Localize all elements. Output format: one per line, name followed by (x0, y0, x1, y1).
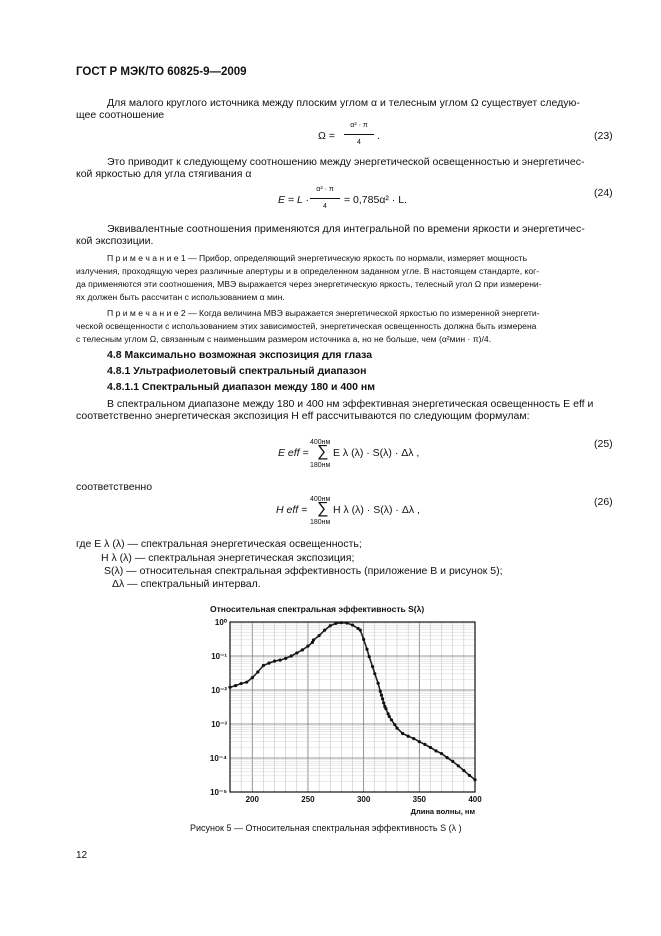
paragraph-1-line-2: щее соотношение (76, 109, 165, 121)
document-header: ГОСТ Р МЭК/ТО 60825-9—2009 (76, 66, 247, 78)
page-number: 12 (76, 850, 88, 861)
note-1-line-2: излучения, проходящую через различные апертуры и в определенном заданном угле. В настоящем стандарте, ког- (76, 266, 540, 276)
data-point (301, 648, 304, 651)
data-point (381, 697, 384, 700)
x-tick-label: 200 (245, 795, 259, 804)
data-point (251, 676, 254, 679)
eq24-fraction-bar (310, 198, 340, 199)
data-point (329, 624, 332, 627)
data-point (380, 694, 383, 697)
note-2-line-1: П р и м е ч а н и е 2 — Когда величина МВЭ выражается энергетической яркостью по измеренной энергети- (107, 308, 540, 318)
note-2-line-3: с телесным углом Ω, связанным с наименьшим размером источника a, но не больше, чем (α²мин · π)/4. (76, 334, 492, 344)
data-point (334, 622, 337, 625)
eq23-lhs: Ω = (318, 130, 335, 142)
data-point (312, 638, 315, 641)
eq26-lhs: H eff = (276, 504, 308, 516)
data-point (434, 749, 437, 752)
data-point (323, 629, 326, 632)
data-point (390, 718, 393, 721)
chart-title: Относительная спектральная эффективность S(λ) (210, 604, 425, 614)
paragraph-4-line-1: В спектральном диапазоне между 180 и 400 нм эффективная энергетическая освещенность E eff и (107, 398, 594, 410)
data-point (290, 654, 293, 657)
eq26-sum-icon: ∑ (317, 500, 329, 517)
definition-4: Δλ — спектральный интервал. (112, 578, 261, 590)
eq25-body: E λ (λ) · S(λ) · Δλ , (333, 447, 420, 459)
chart-y-ticks (210, 618, 228, 797)
y-tick-label: 10⁻² (211, 686, 227, 695)
data-point (273, 660, 276, 663)
note-1-line-1: П р и м е ч а н и е 1 — Прибор, определяющий энергетическую яркость по нормали, измеряет мощность (107, 253, 528, 263)
eq25-lower-limit: 180нм (310, 462, 331, 469)
data-point (429, 746, 432, 749)
data-point (382, 701, 385, 704)
data-point (407, 735, 410, 738)
data-point (451, 760, 454, 763)
data-point (368, 655, 371, 658)
chart-x-axis-label: Длина волны, нм (410, 807, 475, 816)
eq23-denominator: 4 (357, 139, 361, 146)
spectral-efficiency-chart (200, 600, 500, 818)
data-point (401, 732, 404, 735)
eq24-numerator: α² · π (316, 186, 334, 193)
data-point (473, 778, 476, 781)
data-point (379, 690, 382, 693)
data-point (412, 737, 415, 740)
y-tick-label: 10⁰ (214, 618, 227, 627)
data-point (256, 670, 259, 673)
eq25-sum-icon: ∑ (317, 443, 329, 460)
data-point (377, 682, 380, 685)
y-tick-label: 10⁻⁴ (209, 754, 227, 763)
data-point (468, 774, 471, 777)
x-tick-label: 400 (468, 795, 482, 804)
note-1-line-3: да применяются эти соотношения, МВЭ выражается через энергетическую яркость, телесный угол Ω при измерени- (76, 279, 542, 289)
data-point (384, 707, 387, 710)
data-point (284, 657, 287, 660)
paragraph-2-line-1: Это приводит к следующему соотношению между энергетической освещенностью и энергетичес- (107, 156, 585, 168)
eq23-fraction-bar (344, 134, 374, 135)
note-2-line-2: ческой освещенности с использованием этих зависимостей, энергетическая освещенность должна быть измерена (76, 321, 537, 331)
paragraph-2-line-2: кой яркостью для угла стягивания α (76, 168, 252, 180)
definition-1: где E λ (λ) — спектральная энергетическая освещенность; (76, 538, 362, 550)
data-point (462, 769, 465, 772)
eq24-denominator: 4 (323, 203, 327, 210)
eq24-rhs: = 0,785α² · L. (344, 194, 407, 206)
data-point (279, 658, 282, 661)
data-point (365, 648, 368, 651)
data-point (418, 740, 421, 743)
paragraph-4-line-2: соответственно энергетическая экспозиция H eff рассчитываются по следующим формулам: (76, 410, 530, 422)
data-point (371, 665, 374, 668)
data-point (351, 623, 354, 626)
definition-2: H λ (λ) — спектральная энергетическая экспозиция; (101, 552, 355, 564)
y-tick-label: 10⁻³ (211, 720, 227, 729)
data-point (362, 638, 365, 641)
data-point (393, 723, 396, 726)
eq25-upper-limit: 400нм (310, 439, 331, 446)
data-point (359, 629, 362, 632)
data-point (345, 621, 348, 624)
heading-4-8: 4.8 Максимально возможная экспозиция для глаза (107, 349, 373, 361)
x-tick-label: 350 (412, 795, 426, 804)
eq25-lhs: E eff = (278, 447, 309, 459)
data-point (295, 651, 298, 654)
eq23-dot: . (377, 130, 380, 142)
eq23-number: (23) (594, 130, 613, 142)
data-point (306, 645, 309, 648)
chart-grid (230, 622, 475, 792)
data-point (317, 634, 320, 637)
data-point (228, 686, 231, 689)
y-tick-label: 10⁻¹ (211, 652, 227, 661)
data-point (234, 684, 237, 687)
heading-4-8-1: 4.8.1 Ультрафиолетовый спектральный диапазон (107, 365, 367, 377)
eq26-number: (26) (594, 496, 613, 508)
eq24-number: (24) (594, 187, 613, 199)
data-point (267, 662, 270, 665)
x-tick-label: 300 (356, 795, 371, 804)
eq25-number: (25) (594, 438, 613, 450)
paragraph-1-line-1: Для малого круглого источника между плоским углом α и телесным углом Ω существует следую- (107, 97, 580, 109)
eq26-body: H λ (λ) · S(λ) · Δλ , (333, 504, 420, 516)
data-point (262, 664, 265, 667)
note-1-line-4: ях должен быть рассчитан с использованием α мин. (76, 292, 285, 302)
data-point (446, 756, 449, 759)
eq26-lower-limit: 180нм (310, 519, 331, 526)
data-point (457, 764, 460, 767)
paragraph-3-line-1: Эквивалентные соотношения применяются для интегральной по времени яркости и энергетичес- (107, 223, 585, 235)
data-point (423, 743, 426, 746)
figure-caption: Рисунок 5 — Относительная спектральная эффективность S (λ ) (190, 823, 462, 833)
heading-4-8-1-1: 4.8.1.1 Спектральный диапазон между 180 и 400 нм (107, 381, 375, 393)
chart-x-ticks (246, 795, 483, 804)
data-point (340, 621, 343, 624)
word-respectively: соответственно (76, 481, 153, 493)
definition-3: S(λ) — относительная спектральная эффективность (приложение В и рисунок 5); (104, 565, 503, 577)
data-point (240, 682, 243, 685)
eq24-lhs: E = L · (278, 194, 310, 206)
eq23-numerator: α² · π (350, 122, 368, 129)
y-tick-label: 10⁻⁵ (210, 788, 227, 797)
data-point (395, 726, 398, 729)
data-point (373, 672, 376, 675)
data-point (440, 752, 443, 755)
paragraph-3-line-2: кой экспозиции. (76, 235, 154, 247)
x-tick-label: 250 (301, 795, 315, 804)
data-point (245, 681, 248, 684)
data-point (388, 715, 391, 718)
eq26-upper-limit: 400нм (310, 496, 331, 503)
